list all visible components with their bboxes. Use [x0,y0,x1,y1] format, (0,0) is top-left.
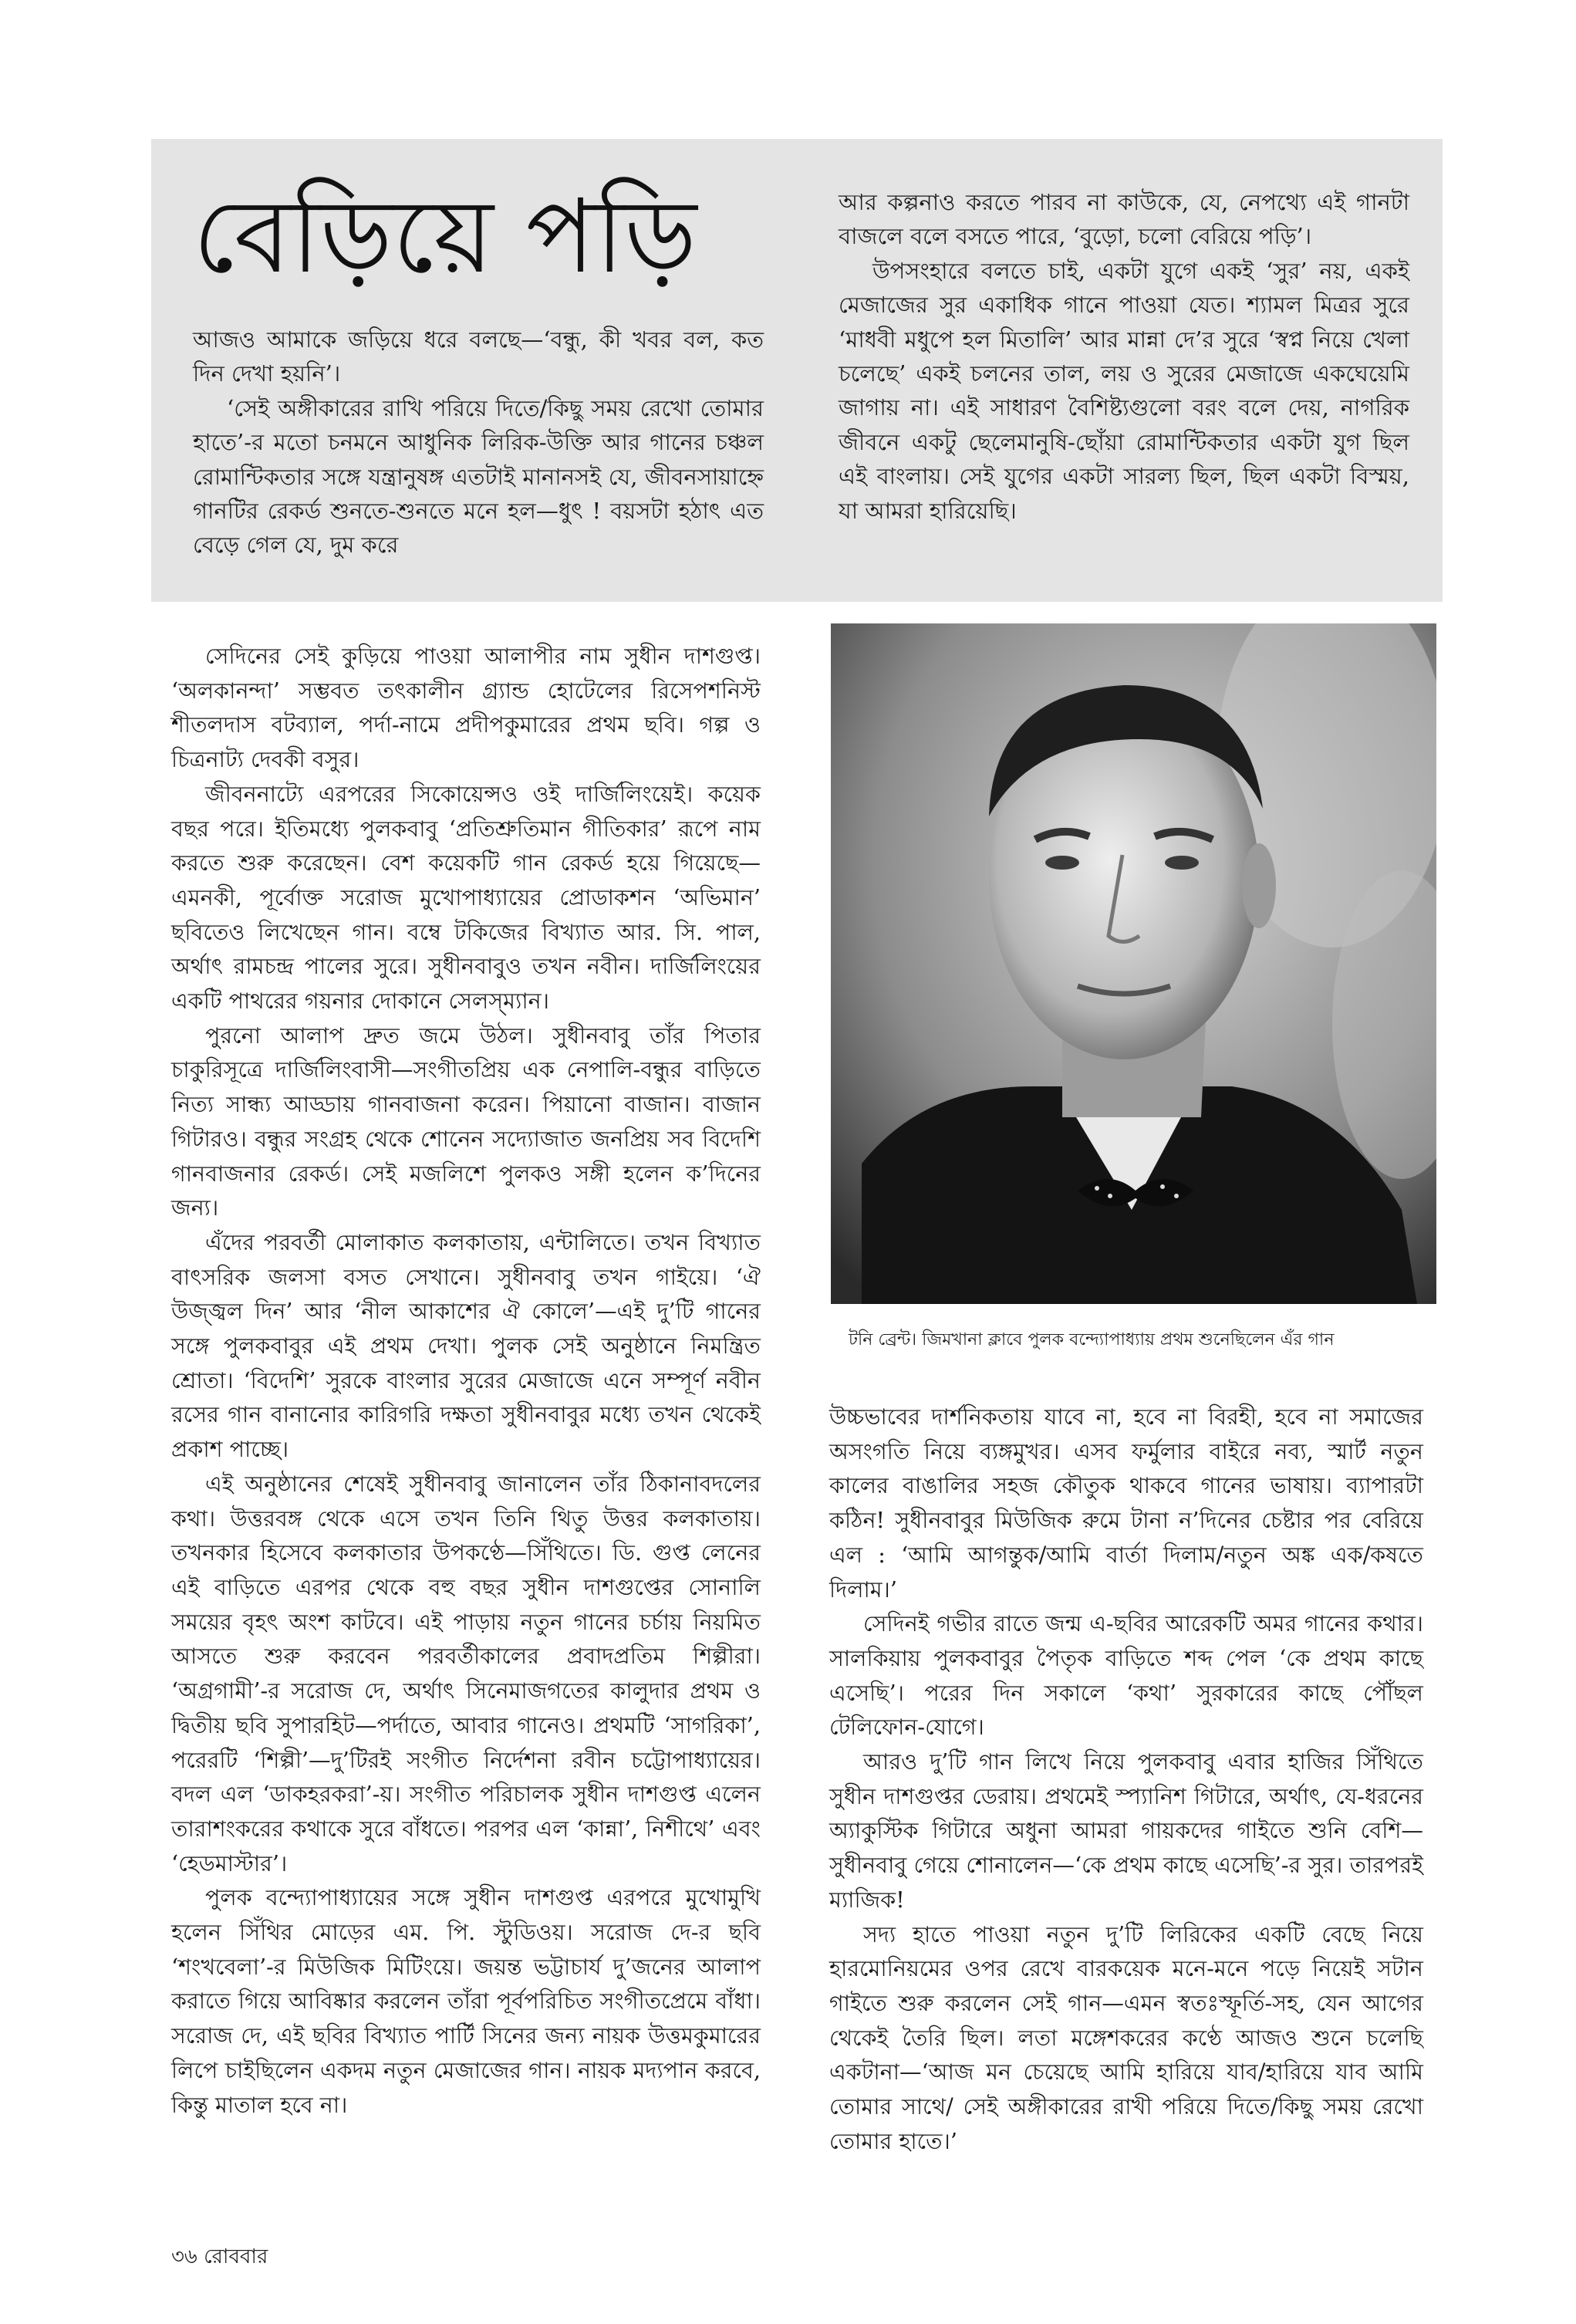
paragraph: জীবননাট্যে এরপরের সিকোয়েন্সও ওই দার্জিলিংয়েই। কয়েক বছর পরে। ইতিমধ্যে পুলকবাবু ‘প্রতিশ্রুতিমান গীতিকার’ রূপে নাম করতে শুরু করেছেন। বেশ কয়েকটি গান রেকর্ড হয়ে গিয়েছে—এমনকী, পূর্বোক্ত সরোজ মুখোপাধ্যায়ের প্রোডাকশন ‘অভিমান’ ছবিতেও লিখেছেন গান। বম্বে টকিজের বিখ্যাত আর. সি. পাল, অর্থাৎ রামচন্দ্র পালের সুরে। সুধীনবাবুও তখন নবীন। দার্জিলিংয়ের একটি পাথরের গয়নার দোকানে সেলস্‌ম্যান। [171,780,761,1015]
paragraph: আর কল্পনাও করতে পারব না কাউকে, যে, নেপথ্যে এই গানটা বাজলে বলে বসতে পারে, ‘বুড়ো, চলো বেরিয়ে পড়ি’। [839,189,1409,250]
paragraph: আজও আমাকে জড়িয়ে ধরে বলছে—‘বন্ধু, কী খবর বল, কত দিন দেখা হয়নি’। [193,326,764,387]
paragraph: সেদিনের সেই কুড়িয়ে পাওয়া আলাপীর নাম সুধীন দাশগুপ্ত। ‘অলকানন্দা’ সম্ভবত তৎকালীন গ্র্যান্ড হোটেলের রিসেপশনিস্ট শীতলদাস বটব্যাল, পর্দা-নামে প্রদীপকুমারের প্রথম ছবি। গল্প ও চিত্রনাট্য দেবকী বসুর। [171,643,761,773]
paragraph: উচ্চভাবের দার্শনিকতায় যাবে না, হবে না বিরহী, হবে না সমাজের অসংগতি নিয়ে ব্যঙ্গমুখর। এসব ফর্মুলার বাইরে নব্য, স্মার্ট নতুন কালের বাঙালির সহজ কৌতুক থাকবে গানের ভাষায়। ব্যাপারটা কঠিন! সুধীনবাবুর মিউজিক রুমে টানা ন’দিনের চেষ্টার পর বেরিয়ে এল : ‘আমি আগন্তুক/আমি বার্তা দিলাম/নতুন অঙ্ক এক/কষতে দিলাম।’ [829,1404,1423,1603]
main-right-column [829,1400,1423,2158]
paragraph: এই অনুষ্ঠানের শেষেই সুধীনবাবু জানালেন তাঁর ঠিকানাবদলের কথা। উত্তরবঙ্গ থেকে এসে তখন তিনি থিতু উত্তর কলকাতায়। তখনকার হিসেবে কলকাতার উপকণ্ঠে—সিঁথিতে। ডি. গুপ্ত লেনের এই বাড়িতে এরপর থেকে বহু বছর সুধীন দাশগুপ্তের সোনালি সময়ের বৃহৎ অংশ কাটবে। এই পাড়ায় নতুন গানের চর্চায় নিয়মিত আসতে শুরু করবেন পরবর্তীকালের প্রবাদপ্রতিম শিল্পীরা। ‘অগ্রগামী’-র সরোজ দে, অর্থাৎ সিনেমাজগতের কালুদার প্রথম ও দ্বিতীয় ছবি সুপারহিট—পর্দাতে, আবার গানেও। প্রথমটি ‘সাগরিকা’, পরেরটি ‘শিল্পী’—দু’টিরই সংগীত নির্দেশনা রবীন চট্টোপাধ্যায়ের। বদল এল ‘ডাকহরকরা’-য়। সংগীত পরিচালক সুধীন দাশগুপ্ত এলেন তারাশংকরের কথাকে সুরে বাঁধতে। পরপর এল ‘কান্না’, নিশীথে’ এবং ‘হেডমাস্টার’। [171,1470,761,1876]
paragraph: এঁদের পরবর্তী মোলাকাত কলকাতায়, এন্টালিতে। তখন বিখ্যাত বাৎসরিক জলসা বসত সেখানে। সুধীনবাবু তখন গাইয়ে। ‘ঐ উজ্জ্বল দিন’ আর ‘নীল আকাশের ঐ কোলে’—এই দু’টি গানের সঙ্গে পুলকবাবুর এই প্রথম দেখা। পুলক সেই অনুষ্ঠানে নিমন্ত্রিত শ্রোতা। ‘বিদেশি’ সুরকে বাংলার সুরের মেজাজে এনে সম্পূর্ণ নবীন রসের গান বানানোর কারিগরি দক্ষতা সুধীনবাবুর মধ্যে তখন থেকেই প্রকাশ পাচ্ছে। [171,1228,761,1463]
portrait-photo [831,623,1436,1304]
article-title: বেড়িয়ে পড়ি [193,177,697,296]
paragraph: আরও দু’টি গান লিখে নিয়ে পুলকবাবু এবার হাজির সিঁথিতে সুধীন দাশগুপ্তর ডেরায়। প্রথমেই স্প্যানিশ গিটারে, অর্থাৎ, যে-ধরনের অ্যাকুস্টিক গিটারে অধুনা আমরা গায়কদের গাইতে শুনি বেশি—সুধীনবাবু গেয়ে শোনালেন—‘কে প্রথম কাছে এসেছি’-র সুর। তারপরই ম্যাজিক! [829,1748,1423,1913]
intro-right-column [839,185,1409,528]
paragraph: সদ্য হাতে পাওয়া নতুন দু’টি লিরিকের একটি বেছে নিয়ে হারমোনিয়মের ওপর রেখে বারকয়েক মনে-মনে পড়ে নিয়েই সটান গাইতে শুরু করলেন সেই গান—এমন স্বতঃস্ফূর্তি-সহ, যেন আগের থেকেই তৈরি ছিল। লতা মঙ্গেশকরের কণ্ঠে আজও শুনে চলেছি একটানা—‘আজ মন চেয়েছে আমি হারিয়ে যাব/হারিয়ে যাব আমি তোমার সাথে/ সেই অঙ্গীকারের রাখী পরিয়ে দিতে/কিছু সময় রেখো তোমার হাতে।’ [829,1920,1423,2154]
photo-caption: টনি ব্রেন্ট। জিমখানা ক্লাবে পুলক বন্দ্যোপাধ্যায় প্রথম শুনেছিলেন এঁর গান [849,1330,1335,1349]
page-folio: ৩৬ রোববার [171,2245,268,2268]
intro-left-column [193,323,764,562]
paragraph: পুরনো আলাপ দ্রুত জমে উঠল। সুধীনবাবু তাঁর পিতার চাকুরিসূত্রে দার্জিলিংবাসী—সংগীতপ্রিয় এক নেপালি-বন্ধুর বাড়িতে নিত্য সান্ধ্য আড্ডায় গানবাজনা করেন। পিয়ানো বাজান। বাজান গিটারও। বন্ধুর সংগ্রহ থেকে শোনেন সদ্যোজাত জনপ্রিয় সব বিদেশি গানবাজনার রেকর্ড। সেই মজলিশে পুলকও সঙ্গী হলেন ক’দিনের জন্য। [171,1022,761,1221]
paragraph: সেদিনই গভীর রাতে জন্ম এ-ছবির আরেকটি অমর গানের কথার। সালকিয়ায় পুলকবাবুর পৈতৃক বাড়িতে শব্দ পেল ‘কে প্রথম কাছে এসেছি’। পরের দিন সকালে ‘কথা’ সুরকারের কাছে পৌঁছল টেলিফোন-যোগে। [829,1610,1423,1741]
paragraph: ‘সেই অঙ্গীকারের রাখি পরিয়ে দিতে/কিছু সময় রেখো তোমার হাতে’-র মতো চনমনে আধুনিক লিরিক-উক্তি আর গানের চঞ্চল রোমান্টিকতার সঙ্গে যন্ত্রানুষঙ্গ এতটাই মানানসই যে, জীবনসায়াহ্নে গানটির রেকর্ড শুনতে-শুনতে মনে হল—ধুৎ ! বয়সটা হঠাৎ এত বেড়ে গেল যে, দুম করে [193,394,764,559]
paragraph: উপসংহারে বলতে চাই, একটা যুগে একই ‘সুর’ নয়, একই মেজাজের সুর একাধিক গানে পাওয়া যেত। শ্যামল মিত্রর সুরে ‘মাধবী মধুপে হল মিতালি’ আর মান্না দে’র সুরে ‘স্বপ্ন নিয়ে খেলা চলেছে’ একই চলনের তাল, লয় ও সুরের মেজাজে একঘেয়েমি জাগায় না। এই সাধারণ বৈশিষ্ট্যগুলো বরং বলে দেয়, নাগরিক জীবনে একটু ছেলেমানুষি-ছোঁয়া রোমান্টিকতার একটা যুগ ছিল এই বাংলায়। সেই যুগের একটা সারল্য ছিল, ছিল একটা বিস্ময়, যা আমরা হারিয়েছি। [839,257,1409,524]
main-left-column [171,639,761,2122]
paragraph: পুলক বন্দ্যোপাধ্যায়ের সঙ্গে সুধীন দাশগুপ্ত এরপরে মুখোমুখি হলেন সিঁথির মোড়ের এম. পি. স্টুডিওয়। সরোজ দে-র ছবি ‘শংখবেলা’-র মিউজিক মিটিংয়ে। জয়ন্ত ভট্টাচার্য দু’জনের আলাপ করাতে গিয়ে আবিষ্কার করলেন তাঁরা পূর্বপরিচিত সংগীতপ্রেমে বাঁধা। সরোজ দে, এই ছবির বিখ্যাত পার্টি সিনের জন্য নায়ক উত্তমকুমারের লিপে চাইছিলেন একদম নতুন মেজাজের গান। নায়ক মদ্যপান করবে, কিন্তু মাতাল হবে না। [171,1884,761,2118]
portrait-illustration [831,623,1436,1304]
